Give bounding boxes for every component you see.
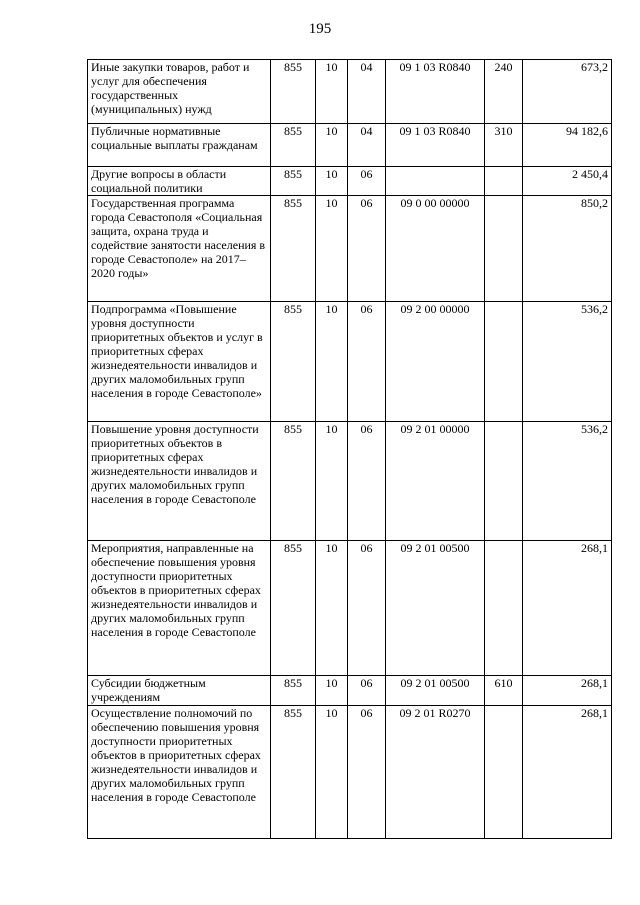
row-amount: 2 450,4 <box>523 167 612 196</box>
row-name: Публичные нормативные социальные выплаты гражданам <box>88 124 271 167</box>
table-row <box>88 124 612 167</box>
row-ministry-code: 855 <box>271 124 316 167</box>
row-article-code: 09 2 00 00000 <box>386 302 485 422</box>
row-subsection-code: 06 <box>348 196 386 302</box>
row-section-code: 10 <box>316 196 348 302</box>
table-row <box>88 676 612 706</box>
row-amount: 850,2 <box>523 196 612 302</box>
row-amount: 268,1 <box>523 706 612 839</box>
row-article-code: 09 2 01 00000 <box>386 422 485 541</box>
row-ministry-code: 855 <box>271 706 316 839</box>
row-ministry-code: 855 <box>271 541 316 676</box>
row-section-code: 10 <box>316 167 348 196</box>
row-name: Субсидии бюджетным учреждениям <box>88 676 271 706</box>
row-amount: 536,2 <box>523 302 612 422</box>
budget-table <box>87 59 612 839</box>
row-subsection-code: 06 <box>348 167 386 196</box>
row-amount: 268,1 <box>523 541 612 676</box>
row-expense-type <box>485 422 523 541</box>
row-subsection-code: 04 <box>348 60 386 124</box>
table-row <box>88 196 612 302</box>
row-name: Осуществление полномочий по обеспечению повышения уровня доступности приоритетных объектов в приоритетных сферах жизнедеятельности инвалидов и других маломобильных групп населения в городе Севастополе <box>88 706 271 839</box>
row-expense-type: 310 <box>485 124 523 167</box>
row-expense-type: 610 <box>485 676 523 706</box>
row-expense-type <box>485 541 523 676</box>
row-name: Иные закупки товаров, работ и услуг для обеспечения государственных (муниципальных) нужд <box>88 60 271 124</box>
row-expense-type <box>485 196 523 302</box>
row-name: Повышение уровня доступности приоритетных объектов в приоритетных сферах жизнедеятельности инвалидов и других маломобильных групп населения в городе Севастополе <box>88 422 271 541</box>
row-article-code: 09 1 03 R0840 <box>386 124 485 167</box>
row-expense-type <box>485 167 523 196</box>
row-section-code: 10 <box>316 124 348 167</box>
row-subsection-code: 06 <box>348 302 386 422</box>
row-section-code: 10 <box>316 541 348 676</box>
row-subsection-code: 06 <box>348 706 386 839</box>
page-number: 195 <box>308 21 332 37</box>
row-article-code: 09 2 01 00500 <box>386 541 485 676</box>
table-row <box>88 302 612 422</box>
row-article-code: 09 2 01 R0270 <box>386 706 485 839</box>
table-row <box>88 706 612 839</box>
row-ministry-code: 855 <box>271 302 316 422</box>
row-section-code: 10 <box>316 60 348 124</box>
row-subsection-code: 04 <box>348 124 386 167</box>
row-amount: 536,2 <box>523 422 612 541</box>
row-subsection-code: 06 <box>348 676 386 706</box>
row-section-code: 10 <box>316 706 348 839</box>
table-row <box>88 60 612 124</box>
row-subsection-code: 06 <box>348 422 386 541</box>
row-amount: 94 182,6 <box>523 124 612 167</box>
row-article-code <box>386 167 485 196</box>
table-row <box>88 541 612 676</box>
row-name: Подпрограмма «Повышение уровня доступности приоритетных объектов и услуг в приоритетных сферах жизнедеятельности инвалидов и других маломобильных групп населения в городе Севастополе» <box>88 302 271 422</box>
row-ministry-code: 855 <box>271 167 316 196</box>
row-section-code: 10 <box>316 422 348 541</box>
row-article-code: 09 1 03 R0840 <box>386 60 485 124</box>
row-expense-type <box>485 706 523 839</box>
row-ministry-code: 855 <box>271 422 316 541</box>
row-name: Мероприятия, направленные на обеспечение повышения уровня доступности приоритетных объектов в приоритетных сферах жизнедеятельности инвалидов и других маломобильных групп населения в городе Севастополе <box>88 541 271 676</box>
row-ministry-code: 855 <box>271 676 316 706</box>
row-section-code: 10 <box>316 302 348 422</box>
table-row <box>88 167 612 196</box>
row-article-code: 09 2 01 00500 <box>386 676 485 706</box>
row-expense-type <box>485 302 523 422</box>
row-ministry-code: 855 <box>271 60 316 124</box>
row-name: Государственная программа города Севастополя «Социальная защита, охрана труда и содействие занятости населения в городе Севастополе» на 2017–2020 годы» <box>88 196 271 302</box>
row-expense-type: 240 <box>485 60 523 124</box>
row-article-code: 09 0 00 00000 <box>386 196 485 302</box>
row-amount: 673,2 <box>523 60 612 124</box>
row-section-code: 10 <box>316 676 348 706</box>
row-name: Другие вопросы в области социальной политики <box>88 167 271 196</box>
row-subsection-code: 06 <box>348 541 386 676</box>
row-amount: 268,1 <box>523 676 612 706</box>
table-row <box>88 422 612 541</box>
row-ministry-code: 855 <box>271 196 316 302</box>
